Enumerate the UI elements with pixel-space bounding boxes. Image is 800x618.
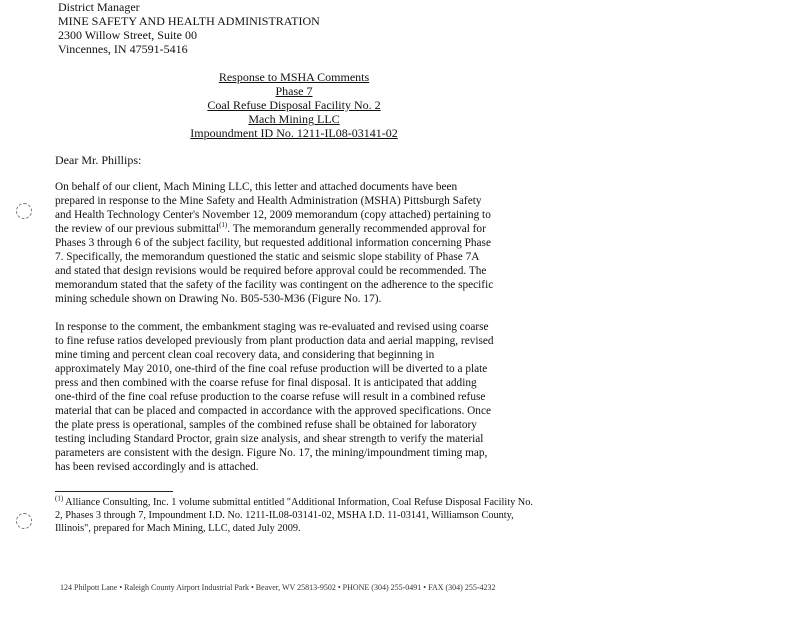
- paragraph-line: approximately May 2010, one-third of the fine coal refuse production will be diverted to a plate: [55, 363, 488, 375]
- paragraph-line: On behalf of our client, Mach Mining LLC, this letter and attached documents have been: [55, 181, 458, 193]
- paragraph-line: and stated that design revisions would be required before approval could be recommended. The: [55, 265, 487, 277]
- footnote-divider: [55, 491, 173, 492]
- paragraph-line: one-third of the fine coal refuse production to the coarse refuse will result in a combined refuse: [55, 391, 486, 403]
- paragraph-line: parameters are consistent with the design. Figure No. 17, the mining/impoundment timing map,: [55, 447, 488, 459]
- footnote-reference: (1): [219, 221, 228, 230]
- footnote-line: 2, Phases 3 through 7, Impoundment I.D. No. 1211-IL08-03141-02, MSHA I.D. 11-03141, Williamson County,: [55, 510, 514, 521]
- paragraph-line: mine timing and percent clean coal recovery data, and considering that beginning in: [55, 349, 435, 361]
- punch-hole-mark: [16, 203, 32, 219]
- footnote-line: [55, 494, 533, 510]
- subject-line-2: Phase 7: [275, 84, 313, 98]
- paragraph-line: memorandum stated that the safety of the facility was contingent on the adherence to the specific: [55, 279, 494, 291]
- paragraph-line: prepared in response to the Mine Safety and Health Administration (MSHA) Pittsburgh Safety: [55, 195, 482, 207]
- footnote-line: Illinois", prepared for Mach Mining, LLC, dated July 2009.: [55, 523, 301, 534]
- subject-line-5: Impoundment ID No. 1211-IL08-03141-02: [190, 126, 398, 140]
- paragraph-line: and Health Technology Center's November 12, 2009 memorandum (copy attached) pertaining to: [55, 209, 491, 221]
- recipient-organization: MINE SAFETY AND HEALTH ADMINISTRATION: [58, 14, 320, 28]
- paragraph-line: In response to the comment, the embankment staging was re-evaluated and revised using coarse: [55, 321, 489, 333]
- paragraph-line: mining schedule shown on Drawing No. B05-530-M36 (Figure No. 17).: [55, 293, 382, 305]
- paragraph-line: [55, 223, 486, 237]
- letterhead-footer: 124 Philpott Lane • Raleigh County Airport Industrial Park • Beaver, WV 25813-9502 • PHONE (304) 255-0491 • FAX (304) 255-4232: [60, 583, 496, 592]
- paragraph-line: Phases 3 through 6 of the subject facility, but requested additional information concerning Phase: [55, 237, 491, 249]
- paragraph-line: to fine refuse ratios developed previously from plant production data and aerial mapping, revised: [55, 335, 494, 347]
- paragraph-line: press and then combined with the coarse refuse for final disposal. It is anticipated that adding: [55, 377, 477, 389]
- salutation: Dear Mr. Phillips:: [55, 153, 142, 167]
- subject-line-4: Mach Mining LLC: [248, 112, 340, 126]
- paragraph-line: material that can be placed and compacted in accordance with the approved specifications. Once: [55, 405, 491, 417]
- subject-line-3: Coal Refuse Disposal Facility No. 2: [207, 98, 381, 112]
- footnote-marker: (1): [55, 494, 64, 503]
- paragraph-line: 7. Specifically, the memorandum questioned the static and seismic slope stability of Phase 7A: [55, 251, 480, 263]
- subject-line-1: Response to MSHA Comments: [218, 70, 370, 84]
- paragraph-line: has been revised accordingly and is attached.: [55, 461, 259, 473]
- footnote-text: Alliance Consulting, Inc. 1 volume submittal entitled "Additional Information, Coal Refuse Disposal Facility No.: [63, 497, 533, 508]
- recipient-city: Vincennes, IN 47591-5416: [58, 42, 188, 56]
- paragraph-text: the review of our previous submittal: [55, 223, 220, 235]
- paragraph-line: testing including Standard Proctor, grain size analysis, and shear strength to verify the material: [55, 433, 484, 445]
- recipient-title: District Manager: [58, 0, 140, 14]
- punch-hole-mark: [16, 513, 32, 529]
- paragraph-line: the plate press is operational, samples of the combined refuse shall be obtained for laboratory: [55, 419, 477, 431]
- paragraph-text: . The memorandum generally recommended approval for: [227, 223, 486, 235]
- recipient-street: 2300 Willow Street, Suite 00: [58, 28, 197, 42]
